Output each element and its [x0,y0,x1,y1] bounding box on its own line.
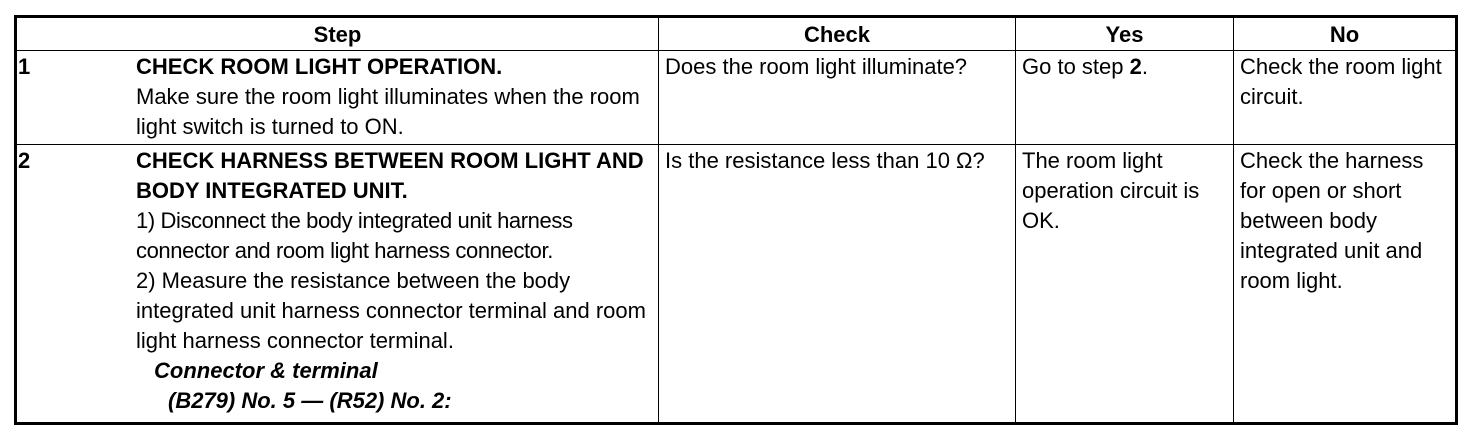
step-title: CHECK ROOM LIGHT OPERATION. [136,54,503,79]
connector-label: Connector & terminal [154,358,378,383]
step-description: Make sure the room light illuminates when the room light switch is turned to ON. [136,84,640,139]
no-cell [1234,145,1457,424]
check-text: Does the room light illuminate? [665,54,968,79]
header-yes: Yes [1016,17,1234,51]
table-row [16,51,1457,145]
substep-1: 1) Disconnect the body integrated unit harness connector and room light harness connector. [136,208,573,263]
connector-value: (B279) No. 5 — (R52) No. 2: [168,388,452,413]
no-cell [1234,51,1457,145]
no-text: Check the harness for open or short between body integrated unit and room light. [1240,148,1424,293]
table-row [16,145,1457,424]
yes-text: The room light operation circuit is OK. [1022,148,1200,233]
yes-cell [1016,51,1234,145]
step-body [136,52,652,142]
substep-2: 2) Measure the resistance between the body integrated unit harness connector terminal and room light harness connector terminal. [136,268,646,353]
header-no: No [1234,17,1457,51]
check-cell [659,145,1016,424]
yes-cell [1016,145,1234,424]
yes-prefix: Go to step [1022,54,1130,79]
step-number: 2 [18,148,31,173]
yes-step-link: 2 [1129,54,1142,79]
header-row [16,17,1457,51]
step-title: CHECK HARNESS BETWEEN ROOM LIGHT AND BODY INTEGRATED UNIT. [136,148,644,203]
yes-suffix: . [1141,54,1148,79]
no-text: Check the room light circuit. [1240,54,1442,109]
header-step: Step [16,17,659,51]
step-cell [16,51,659,145]
diagnostic-table [14,15,1458,425]
step-cell [16,145,659,424]
step-number: 1 [18,54,31,79]
check-text: Is the resistance less than 10 Ω? [665,148,985,173]
step-body [136,146,652,416]
check-cell [659,51,1016,145]
header-check: Check [659,17,1016,51]
